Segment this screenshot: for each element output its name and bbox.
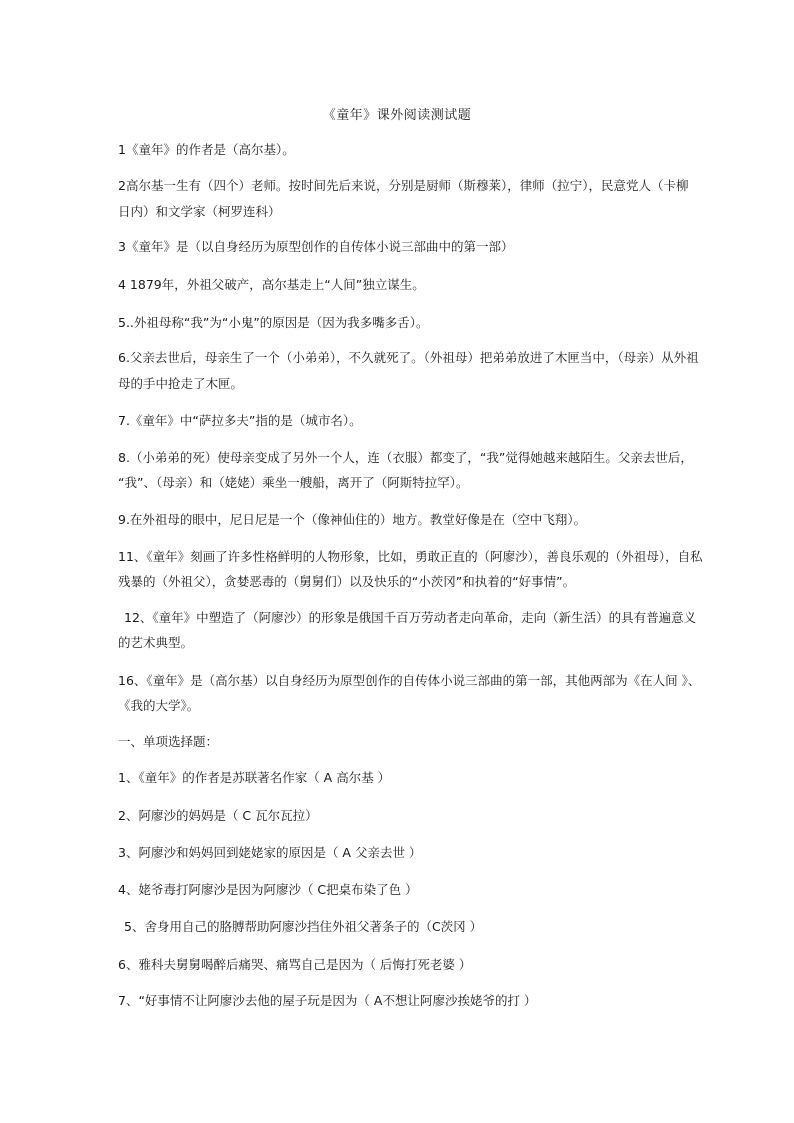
question-line: 7、“好事情不让阿廖沙去他的屋子玩是因为（ A不想让阿廖沙挨姥爷的打 ） — [118, 993, 537, 1008]
question-line: 1、《童年》的作者是苏联著名作家（ A 高尔基 ） — [118, 770, 391, 785]
text-line: 日内）和文学家（柯罗连科） — [118, 204, 281, 219]
text-line: 3《童年》是（以自身经历为原型创作的自传体小说三部曲中的第一部） — [118, 239, 514, 254]
text-line: 2高尔基一生有（四个）老师。按时间先后来说，分别是厨师（斯穆莱），律师（拉宁），民意党人（卡柳 — [118, 178, 689, 193]
text-line: 11、《童年》刻画了许多性格鲜明的人物形象，比如，勇敢正直的（阿廖沙），善良乐观的（外祖母），自私 — [118, 549, 703, 564]
text-line: 16、《童年》是（高尔基）以自身经历为原型创作的自传体小说三部曲的第一部，其他两部为《在人间 》、 — [118, 673, 701, 688]
text-line: 5..外祖母称“我”为“小鬼”的原因是（因为我多嘴多舌）。 — [118, 315, 429, 330]
text-line: 12、《童年》中塑造了（阿廖沙）的形象是俄国千百万劳动者走向革命，走向（新生活）的具有普遍意义 — [124, 610, 697, 625]
text-line: 1《童年》的作者是（高尔基）。 — [118, 142, 295, 157]
text-line: 8.（小弟弟的死）使母亲变成了另外一个人，连（衣服）都变了，“我”觉得她越来越陌生。父亲去世后， — [118, 450, 693, 465]
question-line: 3、阿廖沙和妈妈回到姥姥家的原因是（ A 父亲去世 ） — [118, 845, 422, 860]
text-line: 的艺术典型。 — [118, 635, 194, 650]
section-heading: 一、单项选择题： — [118, 734, 219, 749]
text-line: 4 1879年，外祖父破产，高尔基走上“人间”独立谋生。 — [118, 277, 425, 292]
question-line: 5、舍身用自己的胳膊帮助阿廖沙挡住外祖父著条子的（C茨冈 ） — [124, 919, 483, 934]
question-line: 6、雅科夫舅舅喝醉后痛哭、痛骂自己是因为（ 后悔打死老婆 ） — [118, 957, 472, 972]
text-line: 《我的大学》。 — [118, 698, 200, 713]
text-line: 残暴的（外祖父），贪婪恶毒的（舅舅们）以及快乐的“小茨冈”和执着的“好事情”。 — [118, 574, 576, 589]
question-line: 2、阿廖沙的妈妈是（ C 瓦尔瓦拉） — [118, 808, 318, 823]
text-line: “我”、（母亲）和（姥姥）乘坐一艘船，离开了（阿斯特拉罕）。 — [118, 475, 469, 490]
text-line: 7.《童年》中“萨拉多夫”指的是（城市名）。 — [118, 413, 362, 428]
document-title: 《童年》课外阅读测试题 — [322, 108, 472, 123]
text-line: 6.父亲去世后，母亲生了一个（小弟弟），不久就死了。（外祖母）把弟弟放进了木匣当中，（母亲）从外祖 — [118, 350, 699, 365]
text-line: 母的手中抢走了木匣。 — [118, 376, 244, 391]
question-line: 4、姥爷毒打阿廖沙是因为阿廖沙（ C把桌布染了色 ） — [118, 882, 418, 897]
text-line: 9.在外祖母的眼中，尼日尼是一个（像神仙住的）地方。教堂好像是在（空中飞翔）。 — [118, 512, 587, 527]
